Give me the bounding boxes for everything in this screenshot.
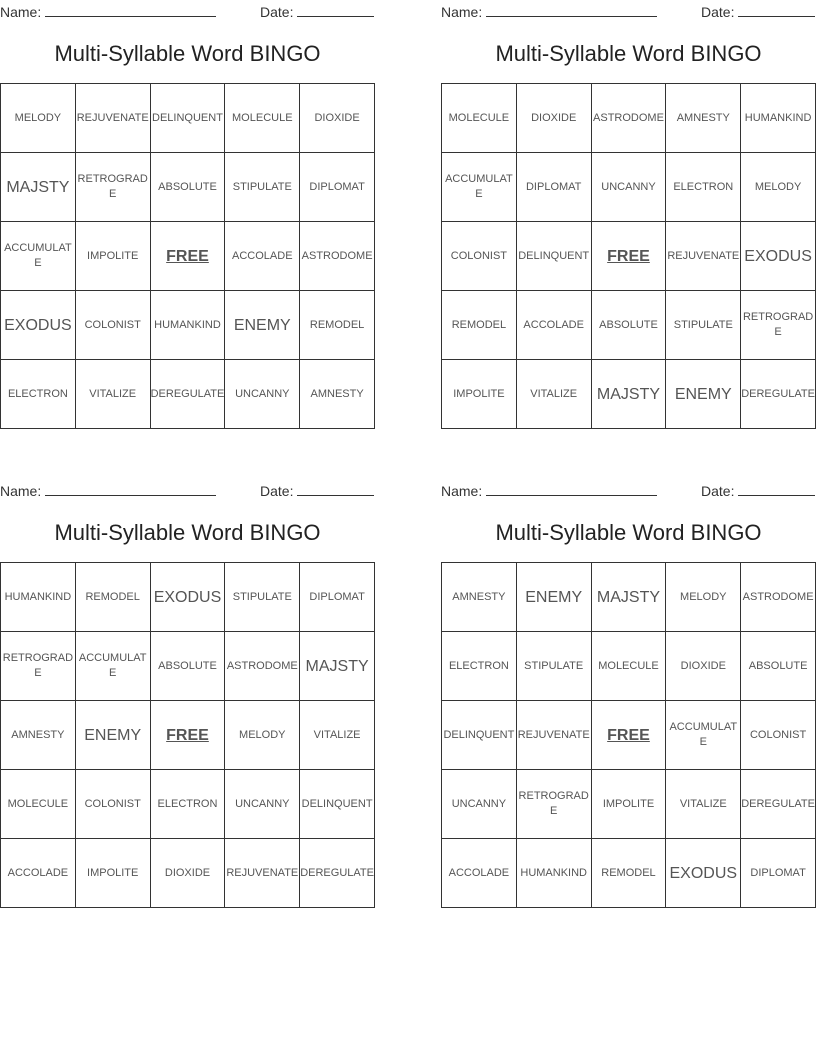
- bingo-cell[interactable]: STIPULATE: [225, 563, 300, 632]
- bingo-cell[interactable]: STIPULATE: [666, 291, 741, 360]
- bingo-card-3: [0, 479, 375, 899]
- bingo-cell[interactable]: RETROGRADE: [75, 153, 150, 222]
- bingo-cell[interactable]: EXODUS: [1, 291, 76, 360]
- card-title: Multi-Syllable Word BINGO: [54, 41, 321, 66]
- bingo-cell[interactable]: MOLECULE: [591, 632, 666, 701]
- bingo-grid: [441, 83, 816, 429]
- card-header: [441, 3, 816, 21]
- date-line: [297, 482, 374, 496]
- bingo-cell[interactable]: DELINQUENT: [150, 84, 225, 153]
- bingo-cell[interactable]: ENEMY: [666, 360, 741, 429]
- name-field[interactable]: [441, 3, 657, 20]
- bingo-cell[interactable]: HUMANKIND: [741, 84, 816, 153]
- bingo-cell[interactable]: UNCANNY: [225, 770, 300, 839]
- grid-row: [442, 770, 816, 839]
- bingo-cell[interactable]: ACCOLADE: [1, 839, 76, 908]
- bingo-cell[interactable]: DEREGULATE: [741, 770, 816, 839]
- bingo-cell[interactable]: ELECTRON: [666, 153, 741, 222]
- bingo-cell[interactable]: AMNESTY: [1, 701, 76, 770]
- bingo-card-4: [441, 479, 816, 899]
- grid-row: [442, 222, 816, 291]
- bingo-cell[interactable]: ACCUMULATE: [442, 153, 517, 222]
- bingo-cell[interactable]: UNCANNY: [591, 153, 666, 222]
- bingo-cell[interactable]: ELECTRON: [150, 770, 225, 839]
- bingo-cell[interactable]: REJUVENATE: [75, 84, 150, 153]
- name-label: Name:: [0, 483, 42, 499]
- bingo-cell[interactable]: ACCOLADE: [516, 291, 591, 360]
- free-space-cell[interactable]: FREE: [591, 222, 666, 291]
- bingo-cell[interactable]: IMPOLITE: [75, 222, 150, 291]
- bingo-cell[interactable]: COLONIST: [75, 291, 150, 360]
- name-field[interactable]: [0, 482, 216, 499]
- date-line: [738, 3, 815, 17]
- grid-row: [442, 563, 816, 632]
- bingo-cell[interactable]: COLONIST: [75, 770, 150, 839]
- bingo-cell[interactable]: COLONIST: [442, 222, 517, 291]
- bingo-cell[interactable]: MOLECULE: [225, 84, 300, 153]
- bingo-cell[interactable]: MELODY: [741, 153, 816, 222]
- bingo-grid: [0, 562, 375, 908]
- bingo-cell[interactable]: ASTRODOME: [225, 632, 300, 701]
- bingo-cell[interactable]: ASTRODOME: [591, 84, 666, 153]
- grid-row: [1, 563, 375, 632]
- bingo-cell[interactable]: ELECTRON: [1, 360, 76, 429]
- name-label: Name:: [441, 4, 483, 20]
- grid-row: [1, 222, 375, 291]
- bingo-cell[interactable]: ABSOLUTE: [150, 632, 225, 701]
- free-space-cell[interactable]: FREE: [150, 222, 225, 291]
- bingo-cell[interactable]: MAJSTY: [1, 153, 76, 222]
- name-line: [486, 3, 657, 17]
- bingo-cell[interactable]: RETROGRADE: [1, 632, 76, 701]
- grid-row: [1, 360, 375, 429]
- bingo-cell[interactable]: REMODEL: [300, 291, 375, 360]
- date-label: Date:: [260, 4, 294, 20]
- bingo-cell[interactable]: ENEMY: [225, 291, 300, 360]
- bingo-cell[interactable]: REMODEL: [442, 291, 517, 360]
- date-label: Date:: [260, 483, 294, 499]
- bingo-cell[interactable]: DEREGULATE: [150, 360, 225, 429]
- date-field[interactable]: [701, 482, 815, 499]
- bingo-cell[interactable]: EXODUS: [150, 563, 225, 632]
- name-line: [486, 482, 657, 496]
- bingo-cell[interactable]: REJUVENATE: [516, 701, 591, 770]
- date-field[interactable]: [260, 482, 374, 499]
- bingo-cell[interactable]: VITALIZE: [666, 770, 741, 839]
- card-header: [0, 3, 375, 21]
- card-title: Multi-Syllable Word BINGO: [495, 41, 762, 66]
- bingo-cell[interactable]: MELODY: [1, 84, 76, 153]
- bingo-cell[interactable]: UNCANNY: [225, 360, 300, 429]
- bingo-cell[interactable]: UNCANNY: [442, 770, 517, 839]
- bingo-cell[interactable]: ABSOLUTE: [150, 153, 225, 222]
- bingo-cell[interactable]: EXODUS: [666, 839, 741, 908]
- grid-row: [1, 291, 375, 360]
- name-line: [45, 3, 216, 17]
- name-line: [45, 482, 216, 496]
- bingo-cell[interactable]: IMPOLITE: [75, 839, 150, 908]
- grid-row: [442, 84, 816, 153]
- bingo-cell[interactable]: ACCUMULATE: [666, 701, 741, 770]
- bingo-cell[interactable]: AMNESTY: [300, 360, 375, 429]
- bingo-cell[interactable]: ASTRODOME: [741, 563, 816, 632]
- bingo-cell[interactable]: REMODEL: [591, 839, 666, 908]
- grid-row: [442, 701, 816, 770]
- bingo-cell[interactable]: MOLECULE: [442, 84, 517, 153]
- bingo-cell[interactable]: DIPLOMAT: [300, 563, 375, 632]
- bingo-cell[interactable]: DIOXIDE: [516, 84, 591, 153]
- bingo-cell[interactable]: REJUVENATE: [225, 839, 300, 908]
- bingo-cell[interactable]: DIPLOMAT: [516, 153, 591, 222]
- bingo-cell[interactable]: REJUVENATE: [666, 222, 741, 291]
- bingo-cell[interactable]: REMODEL: [75, 563, 150, 632]
- bingo-cell[interactable]: VITALIZE: [300, 701, 375, 770]
- bingo-cell[interactable]: VITALIZE: [75, 360, 150, 429]
- grid-row: [442, 291, 816, 360]
- bingo-cell[interactable]: DIOXIDE: [666, 632, 741, 701]
- bingo-cell[interactable]: STIPULATE: [516, 632, 591, 701]
- grid-row: [442, 360, 816, 429]
- bingo-cell[interactable]: DELINQUENT: [300, 770, 375, 839]
- grid-row: [1, 839, 375, 908]
- free-space-cell[interactable]: FREE: [150, 701, 225, 770]
- bingo-cell[interactable]: RETROGRADE: [741, 291, 816, 360]
- name-label: Name:: [0, 4, 42, 20]
- grid-row: [442, 632, 816, 701]
- bingo-cell[interactable]: VITALIZE: [516, 360, 591, 429]
- card-title: Multi-Syllable Word BINGO: [495, 520, 762, 545]
- bingo-cell[interactable]: ABSOLUTE: [741, 632, 816, 701]
- bingo-cell[interactable]: ACCOLADE: [225, 222, 300, 291]
- date-line: [738, 482, 815, 496]
- bingo-cell[interactable]: ACCUMULATE: [1, 222, 76, 291]
- bingo-cell[interactable]: DIOXIDE: [150, 839, 225, 908]
- bingo-cell[interactable]: AMNESTY: [442, 563, 517, 632]
- bingo-cell[interactable]: DEREGULATE: [741, 360, 816, 429]
- date-label: Date:: [701, 4, 735, 20]
- grid-row: [442, 839, 816, 908]
- bingo-cell[interactable]: DIOXIDE: [300, 84, 375, 153]
- date-field[interactable]: [701, 3, 815, 20]
- name-field[interactable]: [0, 3, 216, 20]
- bingo-grid: [441, 562, 816, 908]
- bingo-cell[interactable]: HUMANKIND: [150, 291, 225, 360]
- bingo-cell[interactable]: IMPOLITE: [442, 360, 517, 429]
- bingo-cell[interactable]: RETROGRADE: [516, 770, 591, 839]
- bingo-cell[interactable]: DELINQUENT: [442, 701, 517, 770]
- grid-row: [1, 701, 375, 770]
- bingo-cell[interactable]: ASTRODOME: [300, 222, 375, 291]
- card-header: [441, 482, 816, 500]
- bingo-cell[interactable]: MOLECULE: [1, 770, 76, 839]
- bingo-cell[interactable]: DELINQUENT: [516, 222, 591, 291]
- bingo-cell[interactable]: EXODUS: [741, 222, 816, 291]
- grid-row: [1, 84, 375, 153]
- bingo-card-1: [0, 0, 375, 420]
- grid-row: [1, 153, 375, 222]
- bingo-cell[interactable]: STIPULATE: [225, 153, 300, 222]
- bingo-cell[interactable]: AMNESTY: [666, 84, 741, 153]
- bingo-cell[interactable]: ACCOLADE: [442, 839, 517, 908]
- bingo-cell[interactable]: MELODY: [225, 701, 300, 770]
- name-field[interactable]: [441, 482, 657, 499]
- bingo-cell[interactable]: MAJSTY: [591, 563, 666, 632]
- bingo-cell[interactable]: HUMANKIND: [516, 839, 591, 908]
- bingo-cell[interactable]: ELECTRON: [442, 632, 517, 701]
- bingo-cell[interactable]: DIPLOMAT: [741, 839, 816, 908]
- bingo-cell[interactable]: DIPLOMAT: [300, 153, 375, 222]
- grid-row: [1, 770, 375, 839]
- bingo-grid: [0, 83, 375, 429]
- bingo-cell[interactable]: IMPOLITE: [591, 770, 666, 839]
- bingo-cell[interactable]: COLONIST: [741, 701, 816, 770]
- bingo-cell[interactable]: ACCUMULATE: [75, 632, 150, 701]
- date-label: Date:: [701, 483, 735, 499]
- date-field[interactable]: [260, 3, 374, 20]
- card-title: Multi-Syllable Word BINGO: [54, 520, 321, 545]
- name-label: Name:: [441, 483, 483, 499]
- bingo-cell[interactable]: ENEMY: [75, 701, 150, 770]
- free-space-cell[interactable]: FREE: [591, 701, 666, 770]
- grid-row: [1, 632, 375, 701]
- bingo-cell[interactable]: DEREGULATE: [300, 839, 375, 908]
- bingo-cell[interactable]: MELODY: [666, 563, 741, 632]
- date-line: [297, 3, 374, 17]
- bingo-cell[interactable]: HUMANKIND: [1, 563, 76, 632]
- bingo-cell[interactable]: ENEMY: [516, 563, 591, 632]
- bingo-card-2: [441, 0, 816, 420]
- grid-row: [442, 153, 816, 222]
- bingo-cell[interactable]: MAJSTY: [300, 632, 375, 701]
- card-header: [0, 482, 375, 500]
- bingo-cell[interactable]: ABSOLUTE: [591, 291, 666, 360]
- bingo-cell[interactable]: MAJSTY: [591, 360, 666, 429]
